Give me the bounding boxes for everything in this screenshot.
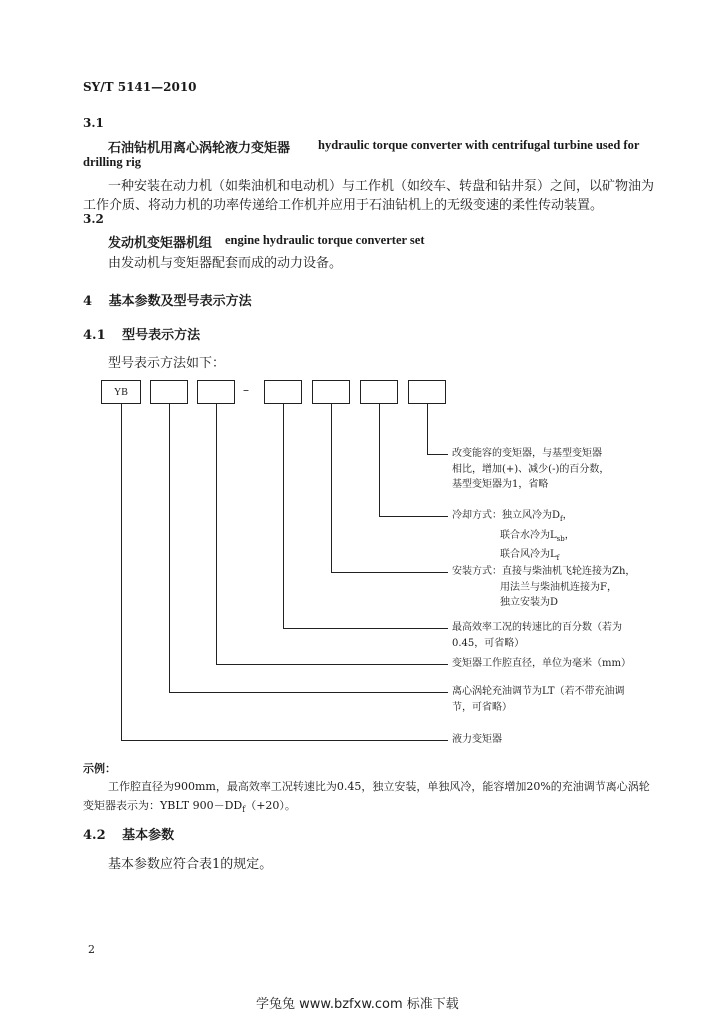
box-capacity-change (408, 380, 446, 404)
annotation-diameter-line1: 变矩器工作腔直径，单位为毫米（mm） (452, 658, 631, 669)
section-4-title: 基本参数及型号表示方法 (108, 294, 252, 309)
annotation-speed-ratio-line2: 0.45，可省略） (452, 637, 525, 649)
annotation-speed-ratio-line1: 最高效率工况的转速比的百分数（若为 (452, 622, 622, 633)
watermark-link[interactable]: 学兔兔 www.bzfxw.com 标准下载 (256, 997, 459, 1012)
leader-line-7 (427, 404, 428, 454)
section-4-number: 4 (83, 294, 93, 309)
leader-h-4 (283, 628, 448, 629)
leader-line-2 (169, 404, 170, 692)
section-4-1-number: 4.1 (83, 328, 106, 343)
term-3-2-chinese: 发动机变矩器机组 (108, 236, 213, 251)
page-number: 2 (88, 943, 95, 956)
example-line1: 工作腔直径为900mm，最高效率工况转速比为0.45，独立安装，单独风冷，能容增加20%的充油调节离心涡轮 (108, 780, 650, 793)
section-3-1-number: 3.1 (83, 116, 104, 130)
annotation-cooling (452, 508, 575, 567)
box-yb: YB (101, 380, 141, 404)
annotation-torque-converter-line1: 液力变矩器 (452, 734, 502, 745)
section-4-2-text: 基本参数应符合表1的规定。 (108, 857, 273, 872)
term-3-2-english: engine hydraulic torque converter set (225, 233, 425, 247)
box-installation (312, 380, 350, 404)
definition-3-2: 由发动机与变矩器配套而成的动力设备。 (108, 256, 343, 271)
annotation-cooling-line1: 冷却方式：独立风冷为$D_f$， (452, 510, 573, 523)
leader-line-6 (379, 404, 380, 516)
section-4-1-intro: 型号表示方法如下： (108, 356, 226, 371)
leader-line-1 (121, 404, 122, 740)
box-filling-adjust (150, 380, 188, 404)
annotation-capacity (452, 446, 609, 493)
box-cooling (360, 380, 398, 404)
annotation-capacity-line3: 基型变矩器为1，省略 (452, 479, 549, 490)
leader-h-6 (379, 516, 448, 517)
term-3-1-chinese: 石油钻机用离心涡轮液力变矩器 (108, 141, 291, 156)
annotation-installation-line2: 用法兰与柴油机连接为F， (500, 581, 617, 593)
leader-h-5 (331, 572, 448, 573)
annotation-torque-converter (452, 732, 502, 748)
standard-number: SY/T 5141—2010 (83, 80, 197, 94)
term-3-1-english-cont: drilling rig (83, 155, 141, 169)
section-4-heading (83, 290, 252, 309)
leader-line-5 (331, 404, 332, 572)
leader-line-3 (216, 404, 217, 664)
leader-h-3 (216, 664, 448, 665)
box-speed-ratio (264, 380, 302, 404)
example-label: 示例： (83, 762, 116, 775)
leader-h-1 (121, 740, 448, 741)
term-3-1-english: hydraulic torque converter with centrifugal turbine used for (318, 138, 640, 152)
section-4-1-heading (83, 324, 200, 343)
definition-3-1-line2: 工作介质、将动力机的功率传递给工作机并应用于石油钻机上的无级变速的柔性传动装置。 (83, 198, 604, 213)
annotation-installation-line1: 安装方式：直接与柴油机飞轮连接为Zh， (452, 566, 636, 577)
annotation-capacity-line2: 相比，增加(+)、减少(-)的百分数， (452, 463, 610, 475)
example-line2: 变矩器表示为：YBLT $900-DD_f(+20)$。 (83, 799, 296, 815)
section-4-2-heading (83, 824, 174, 843)
leader-h-7 (427, 454, 448, 455)
annotation-capacity-line1: 改变能容的变矩器，与基型变矩器 (452, 448, 602, 459)
definition-3-1-line1: 一种安装在动力机（如柴油机和电动机）与工作机（如绞车、转盘和钻井泵）之间，以矿物油为 (108, 179, 655, 194)
annotation-diameter (452, 656, 631, 672)
annotation-cooling-line3: 联合风冷为$L_f$ (500, 549, 560, 562)
box-diameter (197, 380, 235, 404)
annotation-installation-line3: 独立安装为D (500, 597, 559, 608)
designation-dash: – (243, 383, 249, 397)
leader-line-4 (283, 404, 284, 628)
leader-h-2 (169, 692, 448, 693)
annotation-filling-adjust-line1: 离心涡轮充油调节为LT（若不带充油调 (452, 686, 625, 697)
annotation-filling-adjust-line2: 节，可省略） (452, 701, 512, 713)
section-4-1-title: 型号表示方法 (122, 328, 201, 343)
section-4-2-title: 基本参数 (122, 828, 175, 843)
annotation-speed-ratio (452, 620, 622, 651)
annotation-filling-adjust (452, 684, 625, 715)
annotation-cooling-line2: 联合水冷为$L_{sb}$， (500, 529, 575, 543)
section-4-2-number: 4.2 (83, 828, 106, 843)
section-3-2-number: 3.2 (83, 212, 104, 226)
annotation-installation (452, 564, 635, 611)
